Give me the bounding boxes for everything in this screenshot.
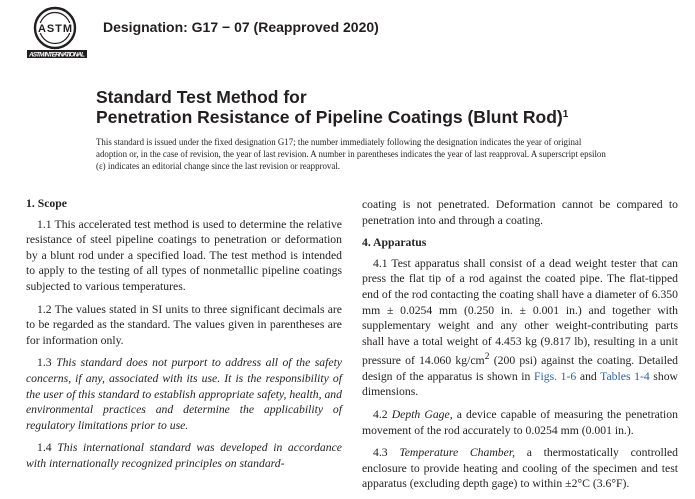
astm-logo-icon	[27, 6, 89, 62]
designation-line: Designation: G17 − 07 (Reapproved 2020)	[103, 19, 379, 35]
paragraph-number: 1.3	[37, 356, 52, 370]
continuation-paragraph: coating is not penetrated. Deformation cannot be compared to penetration into and through a coating.	[362, 198, 678, 227]
section-1-heading: 1. Scope	[26, 197, 67, 210]
paragraph-4-3: 4.3 Temperature Chamber, a thermostatically controlled enclosure to provide heating and cooling of the specimen and test apparatus (excluding depth gage) to within ±2°C (3.6°F).	[362, 446, 678, 491]
paragraph-4-1: 4.1 Test apparatus shall consist of a dead weight tester that can press the flat tip of a rod against the coated pipe. The flat-tipped end of the rod contacting the coating shall have a diameter of 6.350 mm ± 0.0254 mm (0.250 in. ± 0.001 in.) and together with supplementary weight and any other weight-contributing parts shall have a total weight of 4.453 kg (9.817 lb), resulting in a unit pressure of 14.060 $kg/cm^2$ (200 psi) against the coating. Detailed design of the apparatus is shown in Figs. 1-6 and Tables 1-4 show dimensions.	[362, 256, 678, 399]
term-depth-gage: Depth Gage,	[391, 408, 453, 422]
paragraph-1-1: 1.1 This accelerated test method is used to determine the relative resistance of steel pipeline coatings to penetration or deformation by a blunt rod under a specified load. The test method is intended to apply to the testing of all types of nonmetallic pipeline coatings subjected to various temperatures.	[26, 217, 342, 293]
logo-wordmark: ASTM INTERNATIONAL	[29, 51, 85, 59]
paragraph-1-4-text: This international standard was developed in accordance with internationally recognized principles on standard-	[26, 441, 342, 470]
figs-link[interactable]: Figs. 1-6	[534, 369, 577, 383]
title-line-1: Standard Test Method for	[96, 87, 307, 107]
paragraph-number: 1.4	[37, 441, 52, 455]
tables-link[interactable]: Tables 1-4	[600, 369, 650, 383]
paragraph-1-2: 1.2 The values stated in SI units to three significant decimals are to be regarded as the standard. The values given in parentheses are for information only.	[26, 302, 342, 347]
issued-statement: This standard is issued under the fixed designation G17; the number immediately following the designation indicates the year of original adoption or, in the case of revision, the year of last revision. A number in parentheses indicates the year of last reapproval. A superscript epsilon (ε) indicates an editorial change since the last revision or reapproval.	[96, 137, 606, 171]
section-4-heading: 4. Apparatus	[362, 236, 427, 250]
title-line-2: Penetration Resistance of Pipeline Coatings (Blunt Rod)	[96, 107, 563, 127]
paragraph-1-4	[26, 440, 342, 471]
paragraph-1-3-text: This standard does not purport to address all of the safety concerns, if any, associated with its use. It is the responsibility of the user of this standard to establish appropriate safety, health, and environmental practices and determine the applicability of regulatory limitations prior to use.	[26, 356, 342, 432]
svg-text:ASTM: ASTM	[38, 23, 72, 35]
right-column	[362, 197, 678, 499]
paragraph-number: 4.3	[373, 446, 388, 460]
paragraph-number: 4.2	[373, 408, 388, 422]
left-column	[26, 196, 342, 479]
paragraph-1-3	[26, 355, 342, 433]
title-footnote-marker[interactable]: 1	[562, 109, 569, 120]
paragraph-4-2: 4.2 Depth Gage, a device capable of measuring the penetration movement of the rod accurately to 0.0254 mm (0.001 in.).	[362, 408, 678, 437]
document-title	[96, 87, 568, 127]
term-temperature-chamber: Temperature Chamber,	[399, 446, 516, 460]
